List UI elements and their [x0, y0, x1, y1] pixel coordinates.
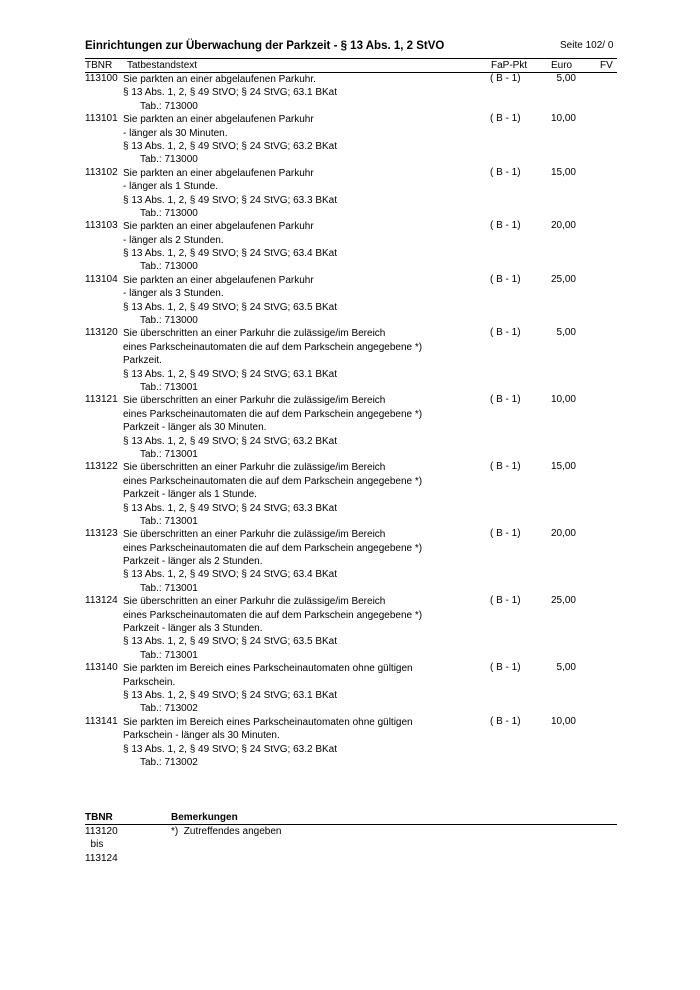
- offense-text-line: Sie parkten an einer abgelaufenen Parkuhr: [123, 221, 314, 233]
- offense-text-line: Parkzeit - länger als 30 Minuten.: [123, 422, 267, 434]
- fap-points-cell: ( B - 1): [490, 220, 521, 232]
- fap-points-cell: ( B - 1): [490, 662, 521, 674]
- remarks-header: [85, 812, 617, 824]
- offense-text-line: Sie überschritten an einer Parkuhr die zulässige/im Bereich: [123, 328, 386, 340]
- tbnr-cell: 113101: [85, 113, 118, 125]
- offense-text-line: § 13 Abs. 1, 2, § 49 StVO; § 24 StVG; 63.4 BKat: [123, 569, 338, 581]
- offense-text-line: - länger als 2 Stunden.: [123, 234, 224, 246]
- offense-text-line: eines Parkscheinautomaten die auf dem Parkschein angegebene *): [123, 475, 423, 487]
- remarks-section: [85, 812, 617, 864]
- table-reference: Tab.: 713001: [140, 649, 198, 661]
- table-reference: Tab.: 713000: [140, 261, 198, 273]
- table-reference: Tab.: 713000: [140, 315, 198, 327]
- offense-text-line: Sie überschritten an einer Parkuhr die zulässige/im Bereich: [123, 596, 386, 608]
- offense-text-line: Sie überschritten an einer Parkuhr die zulässige/im Bereich: [123, 529, 386, 541]
- tbnr-cell: 113124: [85, 595, 118, 607]
- table-row: [0, 167, 700, 221]
- column-header-fap: FaP-Pkt: [491, 60, 528, 71]
- tbnr-cell: 113100: [85, 73, 118, 84]
- table-reference: Tab.: 713002: [140, 756, 198, 768]
- fap-points-cell: ( B - 1): [490, 595, 521, 607]
- offense-text: [123, 113, 700, 167]
- table-reference: Tab.: 713001: [140, 448, 198, 460]
- offense-table: [0, 73, 700, 769]
- table-row: [0, 595, 700, 662]
- page-title: Einrichtungen zur Überwachung der Parkzeit - § 13 Abs. 1, 2 StVO: [85, 40, 445, 52]
- table-row: [0, 274, 700, 328]
- table-reference: Tab.: 713000: [140, 100, 198, 112]
- tbnr-cell: 113102: [85, 166, 118, 178]
- column-header-tbnr: TBNR: [85, 60, 113, 71]
- offense-text: [123, 528, 700, 595]
- table-reference: Tab.: 713001: [140, 381, 198, 393]
- tbnr-cell: 113122: [85, 461, 118, 473]
- offense-text-line: - länger als 1 Stunde.: [123, 181, 219, 193]
- table-row: [0, 528, 700, 595]
- offense-text-line: § 13 Abs. 1, 2, § 49 StVO; § 24 StVG; 63.1 BKat: [123, 689, 338, 701]
- tbnr-cell: 113141: [85, 715, 118, 727]
- offense-text-line: § 13 Abs. 1, 2, § 49 StVO; § 24 StVG; 63.5 BKat: [123, 301, 338, 313]
- offense-text-line: Parkzeit - länger als 2 Stunden.: [123, 556, 263, 568]
- offense-text-line: § 13 Abs. 1, 2, § 49 StVO; § 24 StVG; 63.2 BKat: [123, 140, 338, 152]
- table-reference: Tab.: 713000: [140, 154, 198, 166]
- remarks-tbnr-range: [85, 825, 118, 865]
- table-row: [0, 716, 700, 770]
- offense-text-line: § 13 Abs. 1, 2, § 49 StVO; § 24 StVG; 63.5 BKat: [123, 636, 338, 648]
- offense-text-line: § 13 Abs. 1, 2, § 49 StVO; § 24 StVG; 63.3 BKat: [123, 194, 338, 206]
- table-row: [0, 73, 700, 113]
- offense-text-line: - länger als 30 Minuten.: [123, 127, 228, 139]
- offense-text-line: § 13 Abs. 1, 2, § 49 StVO; § 24 StVG; 63.1 BKat: [123, 368, 338, 380]
- offense-text-line: - länger als 3 Stunden.: [123, 288, 224, 300]
- offense-text-line: Parkzeit - länger als 1 Stunde.: [123, 489, 257, 501]
- offense-text-line: eines Parkscheinautomaten die auf dem Parkschein angegebene *): [123, 341, 423, 353]
- fap-points-cell: ( B - 1): [490, 113, 521, 125]
- euro-cell: 20,00: [550, 220, 576, 232]
- fap-points-cell: ( B - 1): [490, 327, 521, 339]
- page-number: Seite 102/ 0: [560, 40, 614, 51]
- tbnr-cell: 113120: [85, 327, 118, 339]
- euro-cell: 10,00: [550, 113, 576, 125]
- tbnr-cell: 113123: [85, 528, 118, 540]
- offense-text-line: eines Parkscheinautomaten die auf dem Parkschein angegebene *): [123, 609, 423, 621]
- table-row: [0, 461, 700, 528]
- euro-cell: 15,00: [550, 461, 576, 473]
- offense-text: [123, 595, 700, 662]
- table-row: [0, 220, 700, 274]
- remarks-header-tbnr: TBNR: [85, 812, 113, 823]
- euro-cell: 20,00: [550, 528, 576, 540]
- table-reference: Tab.: 713001: [140, 582, 198, 594]
- remarks-tbnr-line: bis: [85, 839, 104, 851]
- fap-points-cell: ( B - 1): [490, 166, 521, 178]
- euro-cell: 15,00: [550, 166, 576, 178]
- tbnr-cell: 113121: [85, 394, 118, 406]
- tbnr-cell: 113104: [85, 273, 118, 285]
- offense-text-line: Sie parkten an einer abgelaufenen Parkuhr: [123, 167, 314, 179]
- offense-text-line: § 13 Abs. 1, 2, § 49 StVO; § 24 StVG; 63.1 BKat: [123, 87, 338, 99]
- column-header-euro: Euro: [551, 60, 573, 71]
- tbnr-cell: 113140: [85, 662, 118, 674]
- fap-points-cell: ( B - 1): [490, 461, 521, 473]
- offense-text-line: Sie parkten an einer abgelaufenen Parkuhr: [123, 274, 314, 286]
- table-reference: Tab.: 713000: [140, 207, 198, 219]
- table-row: [0, 327, 700, 394]
- remarks-tbnr-line: 113120: [85, 826, 118, 837]
- offense-text-line: eines Parkscheinautomaten die auf dem Parkschein angegebene *): [123, 542, 423, 554]
- offense-text-line: Sie parkten im Bereich eines Parkscheinautomaten ohne gültigen: [123, 716, 413, 728]
- euro-cell: 5,00: [556, 327, 576, 339]
- offense-text-line: Parkzeit.: [123, 355, 162, 367]
- euro-cell: 25,00: [550, 273, 576, 285]
- offense-text: [123, 662, 700, 716]
- offense-text-line: § 13 Abs. 1, 2, § 49 StVO; § 24 StVG; 63.2 BKat: [123, 743, 338, 755]
- euro-cell: 10,00: [550, 715, 576, 727]
- offense-text-line: Sie parkten an einer abgelaufenen Parkuhr: [123, 114, 314, 126]
- offense-text: [123, 394, 700, 461]
- offense-text-line: Parkzeit - länger als 3 Stunden.: [123, 623, 263, 635]
- header-rule-top: [85, 58, 617, 59]
- remarks-header-text: Bemerkungen: [171, 812, 238, 823]
- euro-cell: 5,00: [556, 73, 576, 84]
- offense-text-line: eines Parkscheinautomaten die auf dem Parkschein angegebene *): [123, 408, 423, 420]
- offense-text-line: Sie parkten im Bereich eines Parkscheinautomaten ohne gültigen: [123, 663, 413, 675]
- fap-points-cell: ( B - 1): [490, 394, 521, 406]
- fap-points-cell: ( B - 1): [490, 528, 521, 540]
- euro-cell: 5,00: [556, 662, 576, 674]
- offense-text-line: Parkschein - länger als 30 Minuten.: [123, 730, 280, 742]
- remarks-text: *) Zutreffendes angeben: [171, 826, 282, 837]
- offense-text: [123, 274, 700, 328]
- offense-text-line: Sie überschritten an einer Parkuhr die zulässige/im Bereich: [123, 395, 386, 407]
- offense-text-line: § 13 Abs. 1, 2, § 49 StVO; § 24 StVG; 63.3 BKat: [123, 502, 338, 514]
- fap-points-cell: ( B - 1): [490, 273, 521, 285]
- offense-text: [123, 716, 700, 770]
- column-header-text: Tatbestandstext: [127, 60, 198, 71]
- offense-text: [123, 73, 700, 113]
- fap-points-cell: ( B - 1): [490, 73, 521, 84]
- column-header-fv: FV: [600, 60, 613, 71]
- remarks-rule: [85, 824, 617, 825]
- offense-text-line: Sie überschritten an einer Parkuhr die zulässige/im Bereich: [123, 462, 386, 474]
- offense-text: [123, 327, 700, 394]
- offense-text-line: Sie parkten an einer abgelaufenen Parkuhr.: [123, 74, 316, 85]
- table-row: [0, 662, 700, 716]
- euro-cell: 10,00: [550, 394, 576, 406]
- euro-cell: 25,00: [550, 595, 576, 607]
- table-row: [0, 113, 700, 167]
- offense-text: [123, 461, 700, 528]
- fap-points-cell: ( B - 1): [490, 715, 521, 727]
- tbnr-cell: 113103: [85, 220, 118, 232]
- offense-text-line: Parkschein.: [123, 676, 176, 688]
- table-row: [0, 394, 700, 461]
- offense-text-line: § 13 Abs. 1, 2, § 49 StVO; § 24 StVG; 63.4 BKat: [123, 248, 338, 260]
- offense-text: [123, 167, 700, 221]
- offense-text-line: § 13 Abs. 1, 2, § 49 StVO; § 24 StVG; 63.2 BKat: [123, 435, 338, 447]
- remarks-tbnr-line: 113124: [85, 852, 118, 864]
- offense-text: [123, 220, 700, 274]
- table-reference: Tab.: 713001: [140, 515, 198, 527]
- table-reference: Tab.: 713002: [140, 703, 198, 715]
